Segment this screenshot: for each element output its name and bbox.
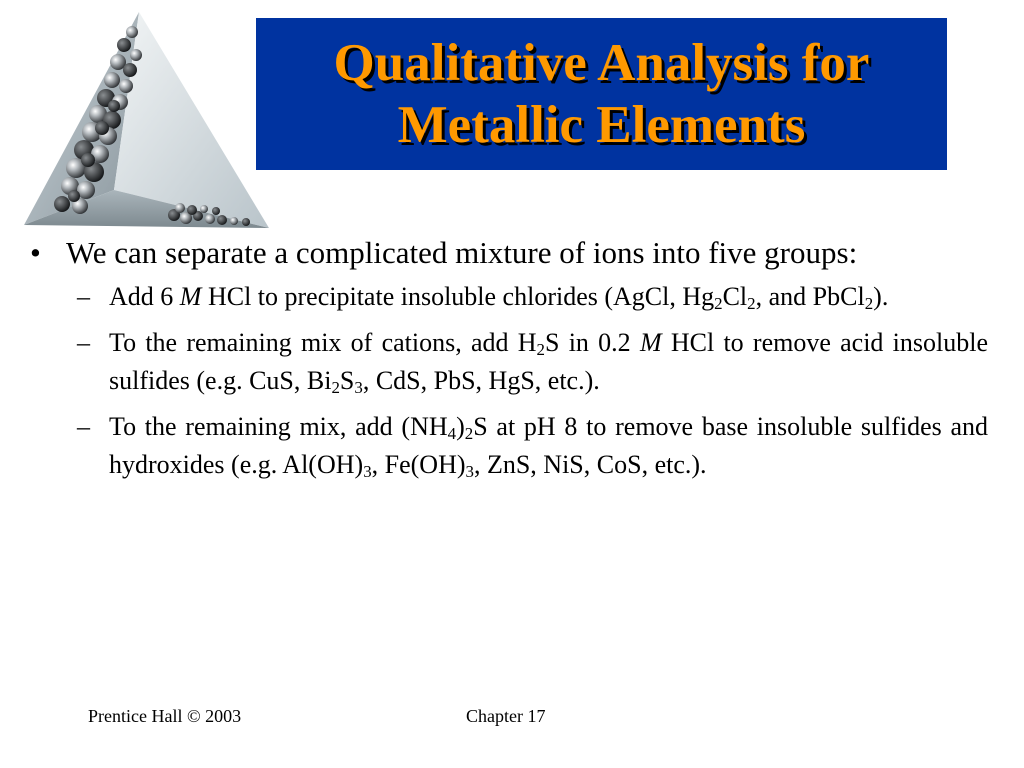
molecule-sphere <box>123 63 137 77</box>
bullet-main <box>30 231 988 274</box>
sub-bullet-text: To the remaining mix of cations, add $H_2S$ in 0.2 M HCl to remove acid insoluble sulfides (e.g. CuS, $Bi_2S_3$, CdS, PbS, HgS, etc.). <box>109 328 989 398</box>
molecule-sphere <box>175 203 185 213</box>
bullet-main-text: We can separate a complicated mixture of ions into five groups: <box>66 235 858 270</box>
molecule-sphere <box>205 214 215 224</box>
molecule-sphere <box>230 217 238 225</box>
slide-content <box>30 231 988 484</box>
molecule-pyramid-logo-icon <box>14 10 276 236</box>
molecule-sphere <box>104 72 120 88</box>
page-title-line-2: Metallic Elements <box>397 96 806 154</box>
sub-bullet-acid-sulfides <box>77 324 988 400</box>
dash-icon: – <box>77 412 90 441</box>
bullet-dot-icon: • <box>30 235 41 270</box>
molecule-sphere <box>68 190 80 202</box>
sub-bullet-text: Add 6 M HCl to precipitate insoluble chlorides (AgCl, $Hg_2Cl_2$, and PbCl$_2$). <box>109 282 889 314</box>
sub-bullet-base-sulfides <box>77 408 988 484</box>
molecule-sphere <box>212 207 220 215</box>
molecule-sphere <box>81 153 95 167</box>
molecule-sphere <box>130 49 142 61</box>
molecule-sphere <box>126 26 138 38</box>
sub-bullet-chlorides <box>77 278 988 316</box>
molecule-sphere <box>95 121 109 135</box>
dash-icon: – <box>77 328 90 357</box>
molecule-sphere <box>108 100 120 112</box>
sub-bullet-text: To the remaining mix, add $(NH_4)_2S$ at pH 8 to remove base insoluble sulfides and hydroxides (e.g. $Al(OH)_3$, $Fe(OH)_3$, ZnS, NiS, CoS, etc.). <box>109 412 989 482</box>
page-title-line-1: Qualitative Analysis for <box>333 34 870 92</box>
dash-icon: – <box>77 282 90 311</box>
molecule-sphere <box>119 79 133 93</box>
molecule-sphere <box>54 196 70 212</box>
molecule-sphere <box>217 215 227 225</box>
molecule-sphere <box>200 205 208 213</box>
footer-chapter: Chapter 17 <box>466 706 546 726</box>
title-banner <box>256 18 947 170</box>
molecule-sphere <box>242 218 250 226</box>
molecule-sphere <box>187 205 197 215</box>
footer-copyright: Prentice Hall © 2003 <box>88 706 242 726</box>
molecule-sphere <box>117 38 131 52</box>
